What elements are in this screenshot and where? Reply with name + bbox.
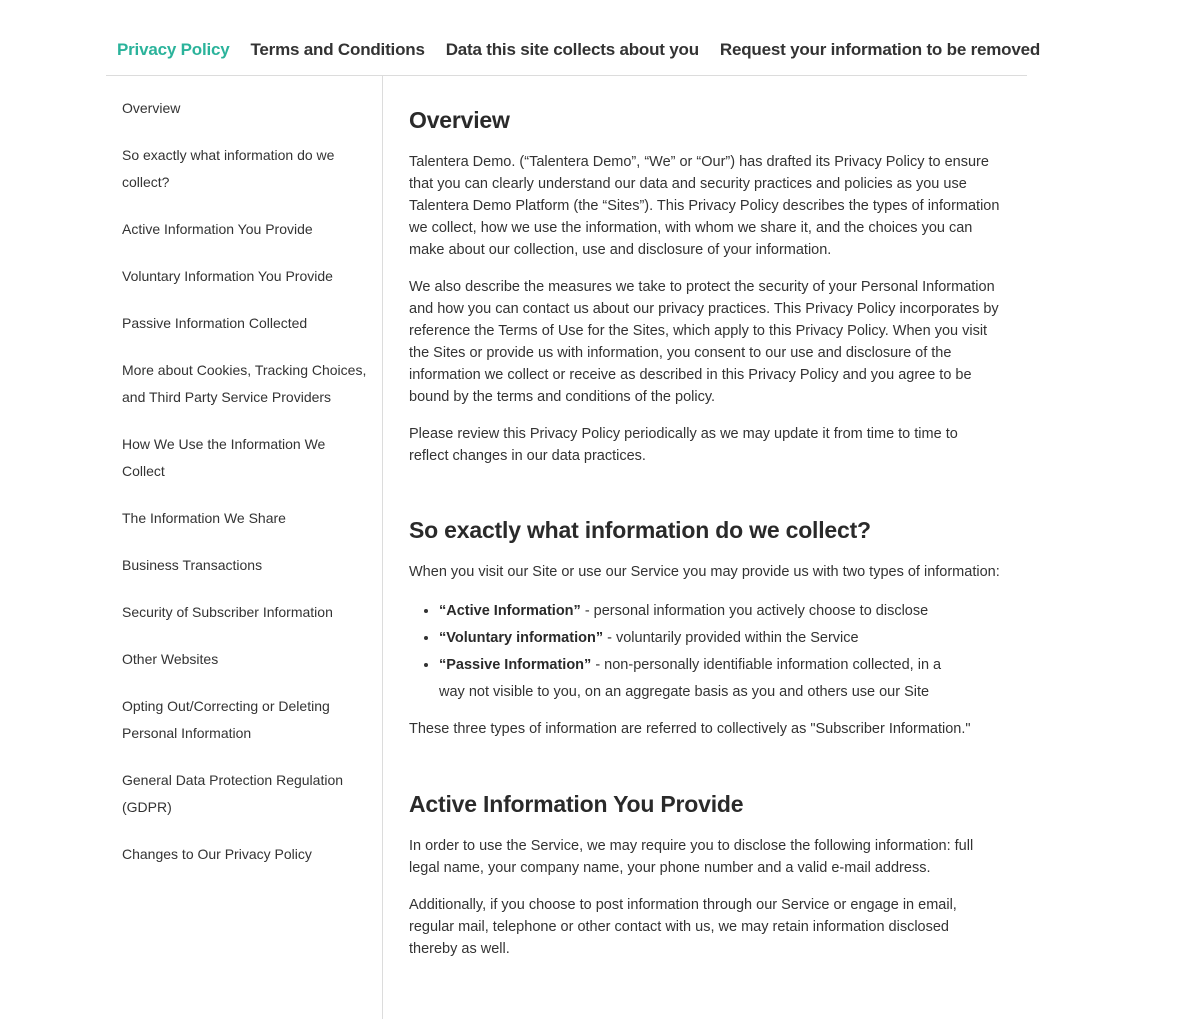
section-what-we-collect — [409, 515, 1001, 740]
sidebar-item-cookies[interactable]: More about Cookies, Tracking Choices, and Third Party Service Providers — [122, 362, 367, 405]
list-item-description: - personal information you actively choose to disclose — [580, 603, 929, 619]
sidebar-item-other-websites[interactable]: Other Websites — [122, 651, 219, 667]
tab-data-collected[interactable]: Data this site collects about you — [445, 40, 699, 59]
sidebar-item-information-we-share[interactable]: The Information We Share — [122, 510, 286, 526]
sidebar-item-voluntary-information[interactable]: Voluntary Information You Provide — [122, 268, 333, 284]
paragraph: In order to use the Service, we may require you to disclose the following information: full legal name, your company name, your phone number and a valid e-mail address. — [409, 838, 974, 876]
section-heading-what-we-collect: So exactly what information do we collect? — [409, 517, 871, 543]
list-item — [439, 625, 969, 652]
sidebar-item-how-we-use[interactable]: How We Use the Information We Collect — [122, 436, 326, 479]
section-active-information — [409, 789, 1001, 960]
information-types-list — [409, 598, 969, 706]
policy-content — [409, 76, 1001, 975]
paragraph: When you visit our Site or use our Service you may provide us with two types of information: — [409, 564, 1000, 580]
list-item-term: “Passive Information” — [439, 657, 592, 673]
tab-request-removal[interactable]: Request your information to be removed — [719, 40, 1041, 59]
list-item-description: - non-personally identifiable information collected, in a way not visible to you, on an aggregate basis as you and others use our Site — [439, 657, 942, 700]
section-heading-overview: Overview — [409, 107, 510, 133]
tab-privacy-policy[interactable]: Privacy Policy — [117, 40, 230, 59]
sidebar-item-what-we-collect[interactable]: So exactly what information do we collect? — [122, 147, 335, 190]
top-tab-bar — [106, 30, 1041, 76]
sidebar-item-gdpr[interactable]: General Data Protection Regulation (GDPR) — [122, 772, 344, 815]
paragraph: Talentera Demo. (“Talentera Demo”, “We” or “Our”) has drafted its Privacy Policy to ensure that you can clearly understand our data and security practices and policies as you use Talentera Demo Platform (the “Sites”). This Privacy Policy describes the types of information we collect, how we use the information, with whom we share it, and the choices you can make about our collection, use and disclosure of your information. — [409, 154, 1000, 258]
list-item — [439, 652, 969, 706]
tab-terms-and-conditions[interactable]: Terms and Conditions — [250, 40, 425, 59]
sidebar-item-business-transactions[interactable]: Business Transactions — [122, 557, 263, 573]
sidebar-item-changes[interactable]: Changes to Our Privacy Policy — [122, 846, 312, 862]
section-overview — [409, 105, 1001, 467]
sidebar-item-passive-information[interactable]: Passive Information Collected — [122, 315, 308, 331]
paragraph: These three types of information are referred to collectively as "Subscriber Information." — [409, 721, 971, 737]
section-heading-active-information: Active Information You Provide — [409, 791, 744, 817]
paragraph: Please review this Privacy Policy periodically as we may update it from time to time to reflect changes in our data practices. — [409, 426, 958, 464]
sidebar-list — [106, 76, 382, 868]
list-item-term: “Voluntary information” — [439, 630, 604, 646]
paragraph: We also describe the measures we take to protect the security of your Personal Information and how you can contact us about our privacy practices. This Privacy Policy incorporates by reference the Terms of Use for the Sites, which apply to this Privacy Policy. When you visit the Sites or provide us with information, you consent to our use and disclosure of the information we collect or receive as described in this Privacy Policy and you agree to be bound by the terms and conditions of the policy. — [409, 279, 999, 405]
paragraph: Additionally, if you choose to post information through our Service or engage in email, regular mail, telephone or other contact with us, we may retain information disclosed thereby as well. — [409, 897, 957, 957]
sidebar-item-active-information[interactable]: Active Information You Provide — [122, 221, 313, 237]
sidebar-item-opting-out[interactable]: Opting Out/Correcting or Deleting Personal Information — [122, 698, 330, 741]
sidebar-item-security[interactable]: Security of Subscriber Information — [122, 604, 333, 620]
list-item — [439, 598, 969, 625]
list-item-description: - voluntarily provided within the Service — [603, 630, 859, 646]
list-item-term: “Active Information” — [439, 603, 581, 619]
sidebar-item-overview[interactable]: Overview — [122, 100, 181, 116]
sidebar — [106, 76, 383, 1019]
